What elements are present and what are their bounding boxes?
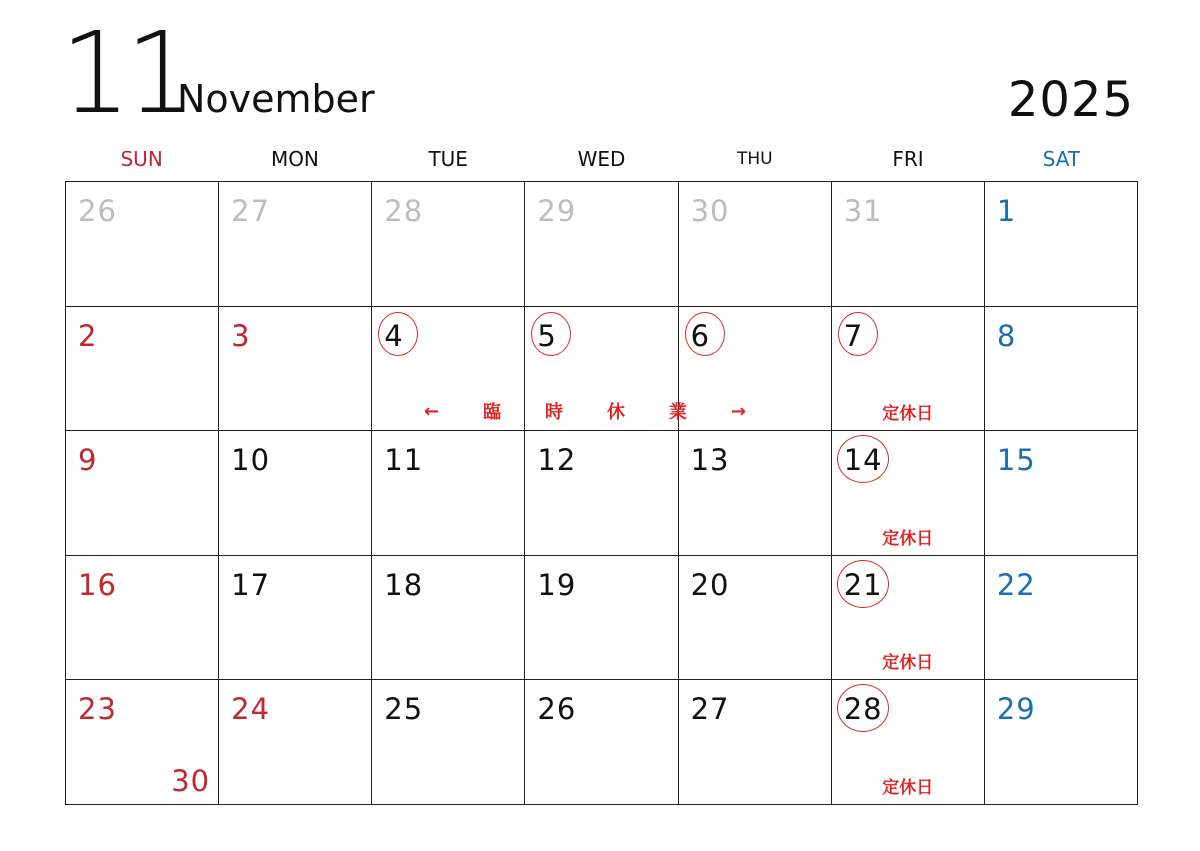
day-cell[interactable] — [66, 182, 219, 307]
regular-holiday-label: 定休日 — [882, 653, 934, 674]
day-cell[interactable] — [372, 556, 525, 681]
day-number-circled: 5 — [537, 318, 557, 353]
day-number: 11 — [384, 443, 424, 478]
notice-char: 時 — [545, 402, 563, 423]
day-number: 20 — [690, 567, 730, 602]
weekday-thu: THU — [736, 149, 773, 169]
day-number: 31 — [843, 194, 883, 228]
month-name: November — [177, 77, 375, 121]
day-number: 19 — [537, 567, 577, 602]
day-number: 13 — [690, 443, 730, 478]
notice-char: 臨 — [483, 402, 502, 423]
day-number: 29 — [996, 692, 1036, 727]
day-cell[interactable] — [66, 431, 219, 556]
day-number-circled: 14 — [843, 443, 883, 478]
day-number: 17 — [231, 567, 271, 602]
left-arrow-icon: ← — [424, 400, 440, 422]
day-number: 1 — [996, 194, 1017, 228]
shared-cell-day-number: 30 — [171, 763, 211, 798]
day-cell[interactable] — [525, 431, 678, 556]
day-cell[interactable] — [985, 307, 1138, 432]
temporary-closure-notice — [424, 398, 746, 424]
day-number: 23 — [78, 692, 117, 727]
day-cell[interactable] — [832, 182, 985, 307]
calendar-grid — [65, 181, 1138, 805]
month-number: 11 — [60, 9, 191, 139]
day-number-circled: 28 — [843, 692, 883, 727]
day-cell[interactable] — [832, 680, 985, 805]
day-cell[interactable] — [679, 680, 832, 805]
day-cell[interactable] — [372, 182, 525, 307]
weekday-sun: SUN — [120, 147, 163, 171]
weekday-wed: WED — [577, 147, 626, 171]
day-number: 29 — [537, 194, 577, 228]
day-cell[interactable] — [219, 307, 372, 432]
right-arrow-icon: → — [730, 400, 746, 422]
day-cell[interactable] — [985, 182, 1138, 307]
day-cell[interactable] — [219, 431, 372, 556]
day-number: 16 — [78, 567, 117, 602]
day-number: 15 — [996, 443, 1036, 478]
day-number: 3 — [231, 318, 251, 353]
day-number: 2 — [78, 318, 98, 353]
weekday-mon: MON — [270, 147, 319, 171]
day-cell[interactable] — [66, 680, 219, 805]
day-cell[interactable] — [679, 556, 832, 681]
day-cell[interactable] — [525, 556, 678, 681]
day-number: 22 — [996, 567, 1036, 602]
weekday-fri: FRI — [892, 147, 924, 171]
day-number: 27 — [690, 692, 730, 727]
day-cell[interactable] — [525, 182, 678, 307]
day-number: 12 — [537, 443, 577, 478]
day-cell[interactable] — [832, 431, 985, 556]
regular-holiday-label: 定休日 — [882, 777, 934, 798]
day-number-circled: 6 — [690, 318, 711, 353]
day-cell[interactable] — [985, 680, 1138, 805]
day-cell[interactable] — [372, 680, 525, 805]
day-cell[interactable] — [525, 680, 678, 805]
day-number: 28 — [384, 194, 424, 228]
day-number: 25 — [384, 692, 424, 727]
day-cell[interactable] — [985, 431, 1138, 556]
weekday-sat: SAT — [1042, 147, 1081, 171]
day-number: 18 — [384, 567, 424, 602]
day-cell[interactable] — [219, 556, 372, 681]
year: 2025 — [1007, 72, 1134, 128]
day-cell[interactable] — [832, 556, 985, 681]
day-number: 26 — [537, 692, 577, 727]
day-cell[interactable] — [679, 182, 832, 307]
day-number: 30 — [690, 194, 730, 228]
day-number: 24 — [231, 692, 271, 727]
day-cell[interactable] — [372, 431, 525, 556]
weekday-tue: TUE — [428, 147, 468, 171]
day-cell[interactable] — [219, 680, 372, 805]
day-cell[interactable] — [832, 307, 985, 432]
regular-holiday-label: 定休日 — [882, 528, 934, 549]
weekday-header-row — [65, 144, 1138, 174]
day-cell[interactable] — [219, 182, 372, 307]
day-number: 8 — [996, 318, 1017, 353]
day-cell[interactable] — [985, 556, 1138, 681]
day-cell[interactable] — [679, 431, 832, 556]
notice-char: 休 — [606, 402, 625, 423]
day-number: 26 — [78, 194, 117, 228]
day-cell[interactable] — [66, 307, 219, 432]
day-number: 27 — [231, 194, 271, 228]
day-number-circled: 4 — [384, 318, 404, 353]
day-number-circled: 7 — [843, 318, 864, 353]
regular-holiday-label: 定休日 — [882, 404, 934, 425]
day-number: 9 — [78, 443, 98, 478]
day-number: 10 — [231, 443, 271, 478]
day-number-circled: 21 — [843, 567, 883, 602]
notice-char: 業 — [668, 402, 687, 423]
day-cell[interactable] — [66, 556, 219, 681]
